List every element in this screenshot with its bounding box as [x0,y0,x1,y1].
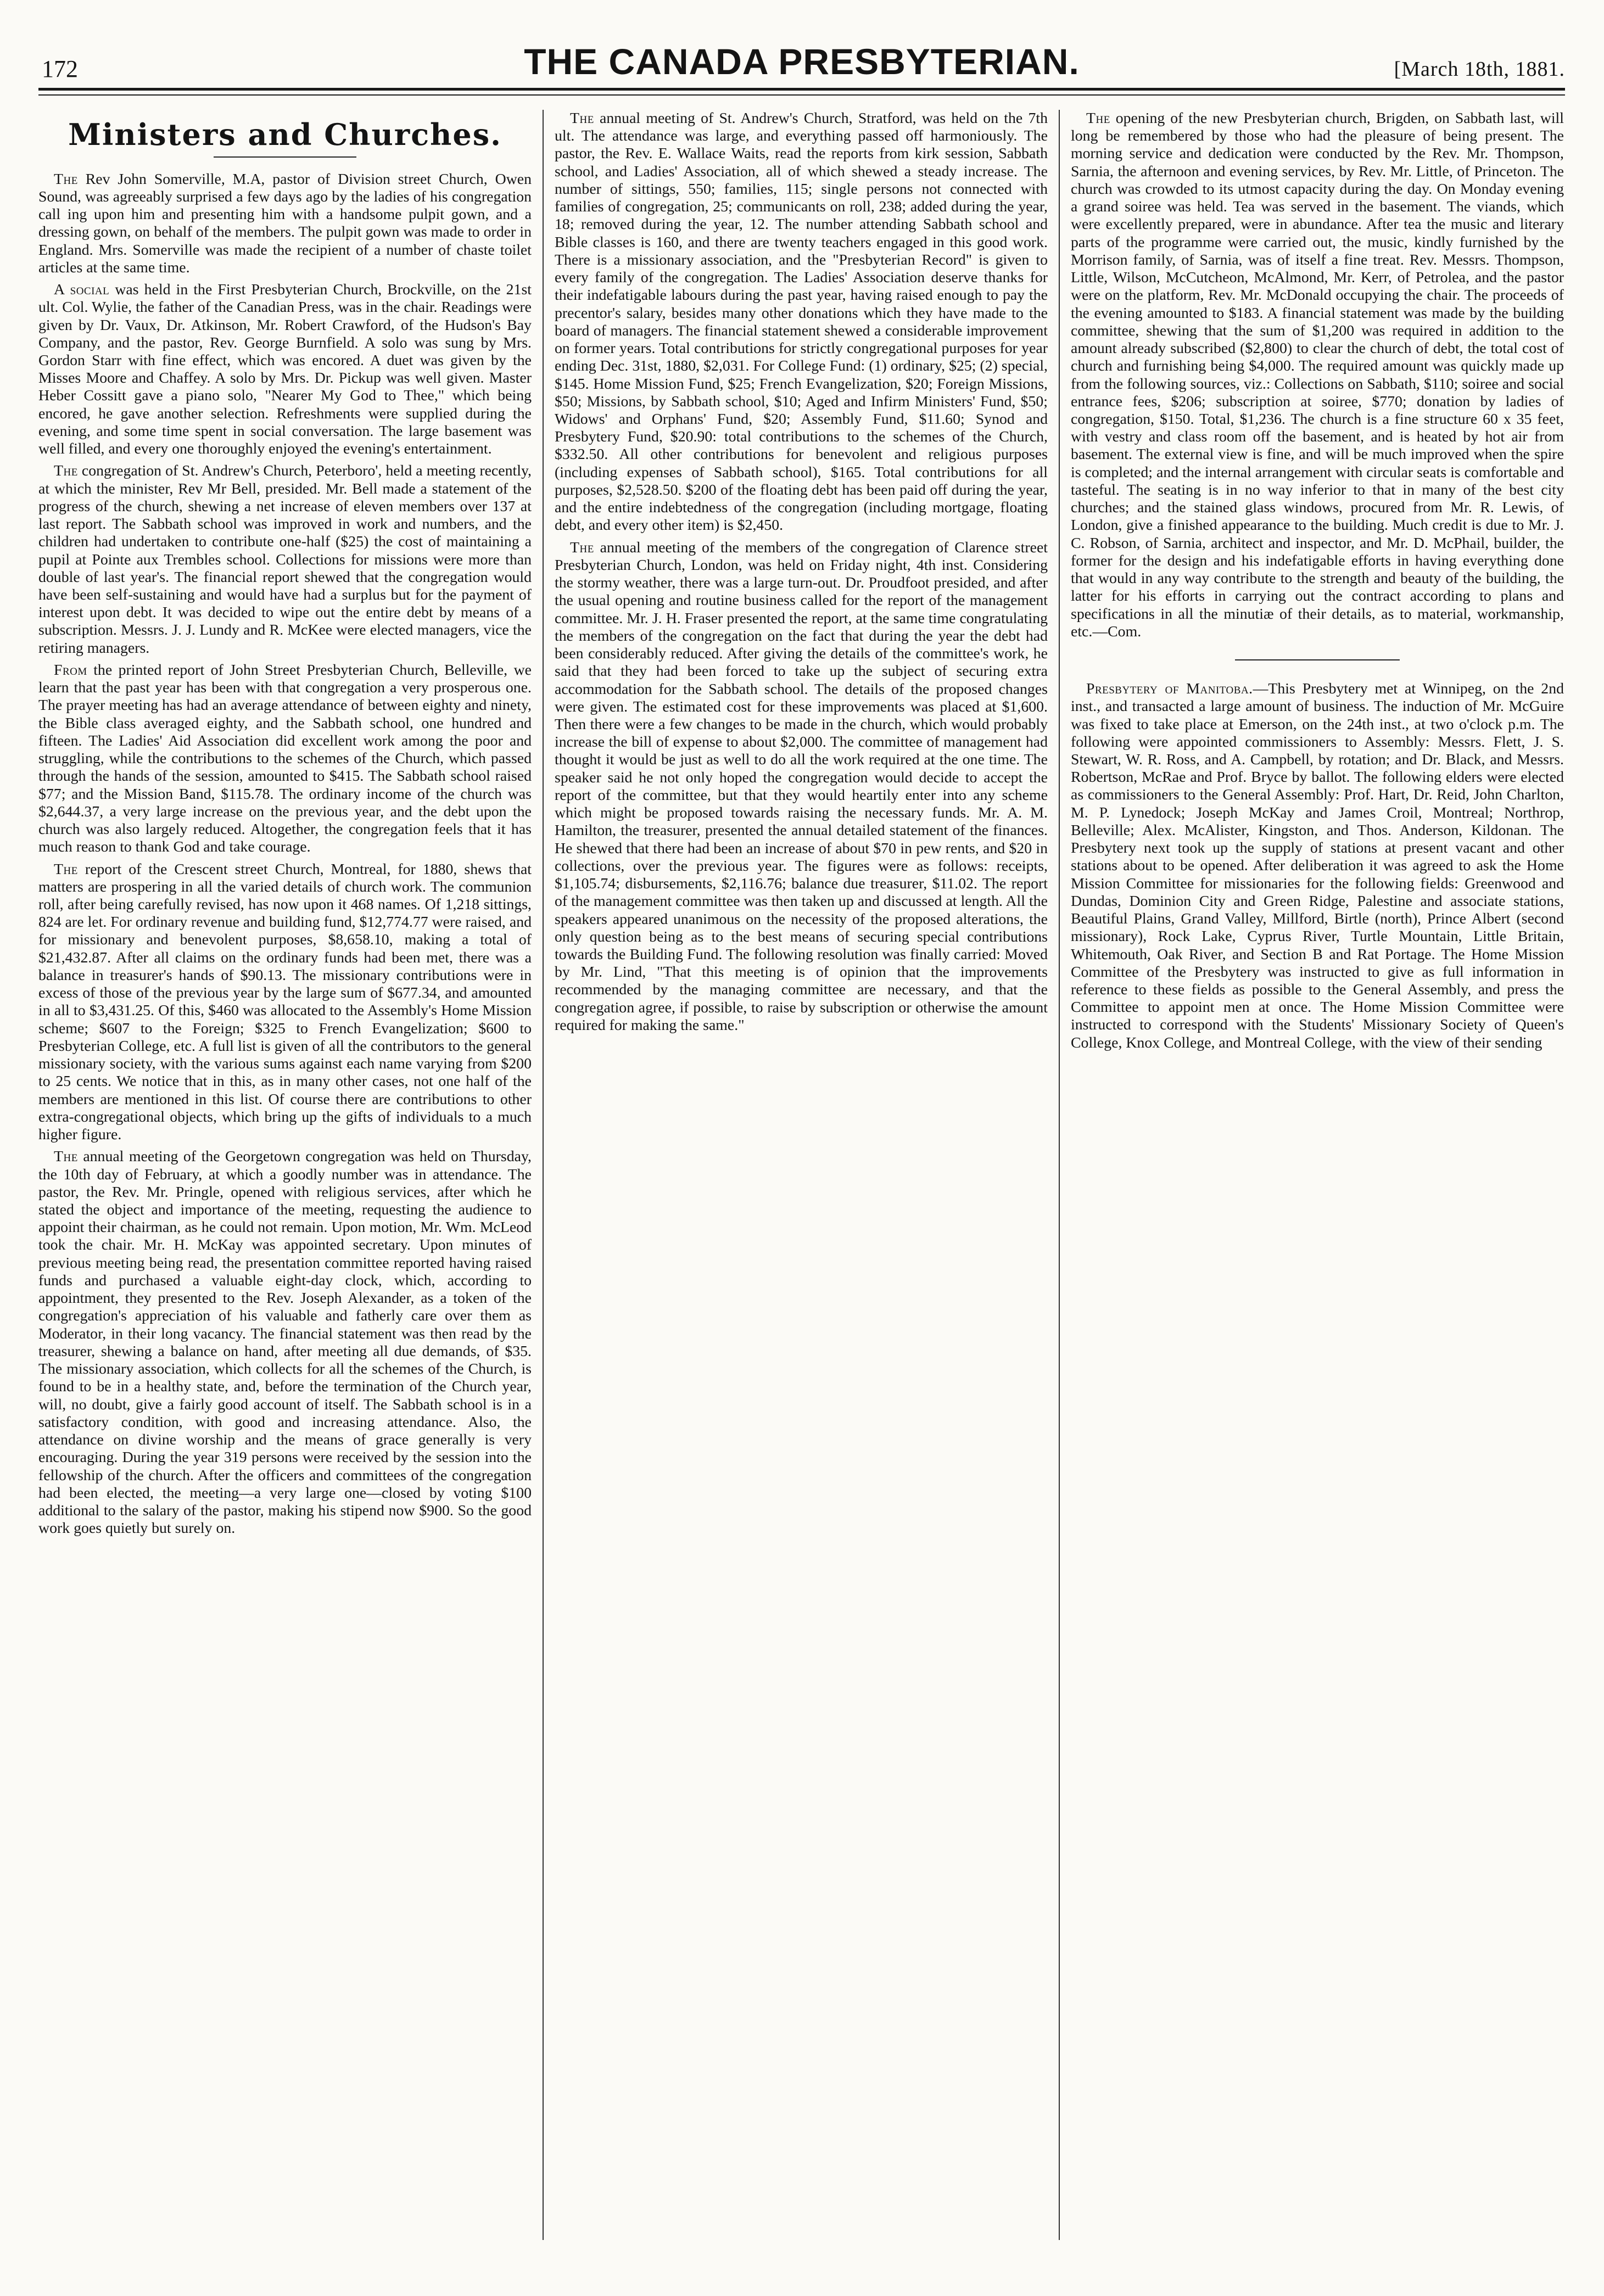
column-3 [1071,110,1564,2273]
article-divider [1235,659,1400,660]
article-text: report of the Crescent street Church, Montreal, for 1880, shews that matters are prospering in all the varied details of church work. The communion roll, after being carefully revised, has now upon it 468 names. Of 1,218 sittings, 824 are let. For ordinary revenue and building fund, $12,774.77 were raised, and for missionary and benevolent purposes, $8,658.10, making a total of $21,432.87. After all claims on the ordinary funds had been met, there was a balance in treasurer's hands of $90.13. The missionary contributions were in excess of those of the previous year by the large sum of $677.34, and amounted in all to $3,431.25. Of this, $460 was allocated to the Assembly's Home Mission scheme; $607 to the Foreign; $325 to French Evangelization; $600 to Presbyterian College, etc. A full list is given of all the contributors to the general missionary society, with the various sums against each name varying from $200 to 25 cents. We notice that in this, as in many other cases, not one half of the members are mentioned in this list. Of course there are contributions to other extra-congregational objects, which bring up the gifts of individuals to a much higher figure. [38,860,532,1144]
article-text: annual meeting of the members of the congregation of Clarence street Presbyterian Church, London, was held on Friday night, 4th inst. Considering the stormy weather, there was a large turn-out. Dr. Proudfoot presided, and after the usual opening and routine business called for the report of the management committee. Mr. J. H. Fraser presented the report, at the same time congratulating the members of the congregation on the fact that during the year the debt had been considerably reduced. After giving the details of the committee's work, he said that they had been forced to take up the subject of securing extra accommodation for the Sabbath school. The details of the proposed changes were given. The estimated cost for these improvements was placed at $1,600. Then there were a few changes to be made in the church, which would probably increase the bill of expense to about $2,000. The committee of management had thought it would be just as well to do all the work required at the one time. The speaker said he not only hoped the congregation would decide to accept the report of the committee, but that they would heartily enter into any scheme which might be proposed towards raising the necessary funds. Mr. A. M. Hamilton, the treasurer, presented the annual detailed statement of the finances. He shewed that there had been an increase of about $70 in pew rents, and $20 in collections, over the previous year. The figures were as follows: receipts, $1,105.74; disbursements, $2,116.76; balance due treasurer, $11.02. The report of the management committee was then taken up and discussed at length. All the speakers appeared unanimous on the necessity of the proposed alterations, the only question being as to the best means of securing special contributions towards the Building Fund. The following resolution was finally carried: Moved by Mr. Lind, "That this meeting is of opinion that the improvements recommended by the managing committee are necessary, and that the congregation agree, if possible, to raise by subscription or otherwise the amount required for making the same." [555,539,1048,1034]
article-lead: The [570,110,594,127]
article-text: the printed report of John Street Presbyterian Church, Belleville, we learn that the past year has been with that congregation a very prosperous one. The prayer meeting has had an average attendance of between eighty and ninety, the Bible class averaged eighty, and the Sabbath school, one hundred and fifteen. The Ladies' Aid Association did excellent work among the poor and struggling, while the contributions to the schemes of the Church, which passed through the hands of the session, amounted to $415. The Sabbath school raised $77; and the Mission Band, $115.78. The ordinary income of the church was $2,644.37, a very large increase on the previous year, and the debt upon the church was also largely reduced. Altogether, the congregation feels that it has much reason to thank God and take courage. [38,661,532,856]
article-lead: A social [54,281,110,299]
article-text: Rev John Somerville, M.A, pastor of Division street Church, Owen Sound, was agreeably surprised a few days ago by the ladies of his congregation call ing upon him and presenting him with a handsome pulpit gown, and a dressing gown, on behalf of the members. The pulpit gown was made to order in England. Mrs. Somerville was made the recipient of a number of chaste toilet articles at the same time. [38,170,532,276]
header-rule-thin [38,94,1565,96]
section-heading-rule [214,156,356,158]
column-1 [38,110,532,2273]
article-lead: Presbytery of Manitoba. [1086,680,1253,698]
article-paragraph [38,662,532,856]
column-2 [555,110,1048,2273]
article-lead: The [54,860,78,878]
column-rule [543,110,544,2240]
article-lead: The [54,1148,78,1166]
article-lead: The [570,539,594,556]
article-paragraph [555,110,1048,535]
page-number: 172 [42,55,78,82]
header-rule-thick [38,88,1565,91]
newspaper-page [38,0,1565,2296]
article-lead: From [54,661,87,679]
article-paragraph [1071,680,1564,1052]
article-text: was held in the First Presbyterian Church, Brockville, on the 21st ult. Col. Wylie, the father of the Canadian Press, was in the chair. Readings were given by Dr. Vaux, Dr. Atkinson, Mr. Robert Crawford, of the Hudson's Bay Company, and the pastor, Rev. George Burnfield. A solo was sung by Mrs. Gordon Starr with fine effect, which was encored. A duet was given by the Misses Moore and Chaffey. A solo by Mrs. Dr. Pickup was well given. Master Heber Cossitt gave a piano solo, "Nearer My God to Thee," which being encored, he gave another selection. Refreshments were supplied during the evening, and some time spent in social conversation. The large basement was well filled, and every one thoroughly enjoyed the evening's entertainment. [38,281,532,458]
issue-date: [March 18th, 1881. [1394,58,1565,81]
article-paragraph [38,462,532,657]
article-paragraph [38,861,532,1144]
article-lead: The [54,462,78,480]
article-text: —This Presbytery met at Winnipeg, on the 2nd inst., and transacted a large amount of business. The induction of Mr. McGuire was fixed to take place at Emerson, on the 24th inst., at two o'clock p.m. The following were appointed commissioners to Assembly: Messrs. Flett, J. S. Stewart, W. R. Ross, and A. Campbell, by rotation; and Dr. Black, and Messrs. Robertson, McRae and Prof. Bryce by ballot. The following elders were elected as commissioners to the General Assembly: Prof. Hart, Dr. Reid, John Charlton, M. P. Lynedock; Joseph McKay and James Croil, Montreal; Northrop, Belleville; Alex. McAlister, Kingston, and Thos. Anderson, Kildonan. The Presbytery next took up the supply of stations at present vacant and other stations about to be opened. After deliberation it was agreed to ask the Home Mission Committee for missionaries for the following fields: Greenwood and Dundas, Dominion City and Green Ridge, Palestine and associate stations, Beautiful Plains, Grand Valley, Millford, Birtle (north), Prince Albert (second missionary), Rock Lake, Cyprus River, Turtle Mountain, Little Britain, Whitemouth, Oak River, and Section B and Rat Portage. The Home Mission Committee of the Presbytery was instructed to give as full information in reference to these fields as possible to the General Assembly, and press the Committee to appoint men at once. The Home Mission Committee were instructed to correspond with the Students' Missionary Society of Queen's College, Knox College, and Montreal College, with the view of their sending [1071,680,1564,1051]
article-text: annual meeting of St. Andrew's Church, Stratford, was held on the 7th ult. The attendance was large, and everything passed off harmoniously. The pastor, the Rev. E. Wallace Waits, read the reports from kirk session, Sabbath school, and Ladies' Association, all of which shewed a steady increase. The number of sittings, 550; families, 115; single persons not connected with families of congregation, 25; communicants on roll, 238; added during the year, 18; removed during the year, 12. The number attending Sabbath school and Bible classes is 160, and there are twenty teachers engaged in this good work. There is a missionary association, and the "Presbyterian Record" is given to every family of the congregation. The Ladies' Association deserve thanks for their indefatigable labours during the past year, having raised enough to pay the precentor's salary, besides many other donations which they have made to the board of managers. The financial statement shewed a considerable improvement on former years. Total contributions for strictly congregational purposes for year ending Dec. 31st, 1880, $2,031. For College Fund: (1) ordinary, $25; (2) special, $145. Home Mission Fund, $25; French Evangelization, $20; Foreign Missions, $50; Missions, by Sabbath school, $10; Aged and Infirm Ministers' Fund, $50; Widows' and Orphans' Fund, $20; Assembly Fund, $11.60; Synod and Presbytery Fund, $20.90: total contributions to the schemes of the Church, $332.50. All other contributions for benevolent and religious purposes (including expenses of Sabbath school), $165. Total contributions for all purposes, $2,528.50. $200 of the floating debt has been paid off during the year, and the entire indebtedness of the congregation (including mortgage, floating debt, and every other item) is $2,450. [555,110,1048,534]
article-paragraph [1071,110,1564,641]
article-paragraph [555,539,1048,1035]
article-lead: The [54,170,78,188]
newspaper-title: THE CANADA PRESBYTERIAN. [524,41,1080,82]
article-paragraph [38,281,532,458]
columns [38,110,1565,2273]
article-text: annual meeting of the Georgetown congregation was held on Thursday, the 10th day of February, at which a goodly number was in attendance. The pastor, the Rev. Mr. Pringle, opened with religious services, after which he stated the object and importance of the meeting, requesting the audience to appoint their chairman, as he could not remain. Upon motion, Mr. Wm. McLeod took the chair. Mr. H. McKay was appointed secretary. Upon minutes of previous meeting being read, the presentation committee reported having raised funds and purchased a valuable eight-day clock, which, according to appointment, they presented to the Rev. Joseph Alexander, as a token of the congregation's appreciation of his valuable and fatherly care over them as Moderator, in their long vacancy. The financial statement was then read by the treasurer, shewing a balance on hand, after meeting all due demands, of $35. The missionary association, which collects for all the schemes of the Church, is found to be in a healthy state, and, before the termination of the Church year, will, no doubt, give a fairly good account of itself. The Sabbath school is in a satisfactory condition, with good and increasing attendance. Also, the attendance on divine worship and the means of grace generally is very encouraging. During the year 319 persons were received by the session into the fellowship of the church. After the officers and committees of the congregation had been elected, the meeting—a very large one—closed by voting $100 additional to the salary of the pastor, making his stipend now $900. So the good work goes quietly but surely on. [38,1148,532,1537]
article-text: congregation of St. Andrew's Church, Peterboro', held a meeting recently, at which the minister, Rev Mr Bell, presided. Mr. Bell made a statement of the progress of the church, shewing a net increase of eleven members over 137 at last report. The Sabbath school was improved in work and numbers, and the children had undertaken to contribute one-half ($25) the cost of maintaining a pupil at Pointe aux Trembles school. Collections for missions were more than double of last year's. The financial report shewed that the congregation would have been self-sustaining and would have had a surplus but for the payment of interest upon debt. It was decided to wipe out the entire debt by means of a subscription. Messrs. J. J. Lundy and R. McKee were elected managers, vice the retiring managers. [38,462,532,657]
article-lead: The [1086,110,1110,127]
article-text: opening of the new Presbyterian church, Brigden, on Sabbath last, will long be remembered by those who had the pleasure of being present. The morning service and dedication were conducted by the Rev. Mr. Thompson, Sarnia, the afternoon and evening services, by Rev. Mr. Little, of Princeton. The church was crowded to its utmost capacity during the day. On Monday evening a grand soiree was held. Tea was served in the basement. The viands, which were excellently prepared, were in abundance. After tea the music and literary parts of the programme were carried out, the music, kindly furnished by the Morrison family, of Sarnia, was of itself a fine treat. Rev. Messrs. Thompson, Little, Wilson, McCutcheon, McAlmond, Mr. Kerr, of Petrolea, and the pastor were on the platform, Rev. Mr. McDonald occupying the chair. The proceeds of the evening amounted to $183. A financial statement was made by the building committee, shewing that the sum of $1,200 was required in addition to the amount already subscribed ($2,800) to clear the church of debt, the total cost of church and furnishing being $4,000. The required amount was quickly made up from the following sources, viz.: Collections on Sabbath, $110; soiree and social entrance fees, $206; subscription at soiree, $770; donation by ladies of congregation, $150. Total, $1,236. The church is a fine structure 60 x 35 feet, with vestry and class room off the basement, and is heated by hot air from basement. The external view is fine, and will be much improved when the spire is completed; and the internal arrangement with circular seats is comfortable and tasteful. The seating is in no way inferior to that in many of the best city churches; and the stained glass windows, procured from Mr. R. Lewis, of London, give a finished appearance to the building. Much credit is due to Mr. J. C. Robson, of Sarnia, architect and inspector, and Mr. D. McPhail, builder, the former for the design and his indefatigable efforts in having everything done that would in any way contribute to the strength and beauty of the building, the latter for his efforts in carrying out the contract according to plans and specifications in all the minutiæ of their details, as to material, workmanship, etc.—Com. [1071,110,1564,640]
article-paragraph [38,1148,532,1537]
article-paragraph [38,171,532,277]
section-heading: Ministers and Churches. [68,117,502,152]
column-rule [1059,110,1060,2240]
